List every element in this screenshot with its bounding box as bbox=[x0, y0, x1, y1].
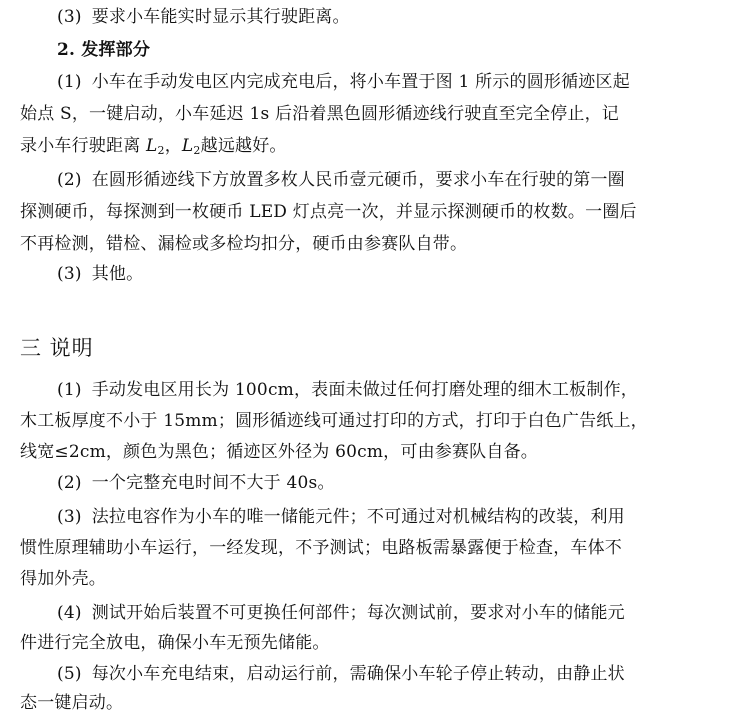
section-heading: 三 说明 bbox=[20, 336, 94, 360]
part2-item1-line3 bbox=[20, 136, 287, 156]
note4-line2: 件进行完全放电，确保小车无预先储能。 bbox=[20, 633, 330, 653]
item-text: 法拉电容作为小车的唯一储能元件；不可通过对机械结构的改装，利用 bbox=[91, 507, 625, 527]
item-text: 小车在手动发电区内完成充电后，将小车置于图 1 所示的圆形循迹区起 bbox=[91, 72, 630, 92]
note2 bbox=[57, 473, 335, 493]
item-text: 在圆形循迹线下方放置多枚人民币壹元硬币，要求小车在行驶的第一圈 bbox=[91, 170, 625, 190]
variable-L: L bbox=[181, 136, 194, 156]
item-number: (3) bbox=[57, 507, 82, 527]
note1-line1 bbox=[57, 380, 638, 400]
note5-line2: 态一键启动。 bbox=[20, 693, 124, 713]
item-text: 要求小车能实时显示其行驶距离。 bbox=[91, 7, 350, 27]
note1-line2: 木工板厚度不小于 15mm；圆形循迹线可通过打印的方式，打印于白色广告纸上， bbox=[20, 411, 648, 431]
item-number: (1) bbox=[57, 72, 82, 92]
part2-heading: 2. 发挥部分 bbox=[57, 40, 151, 60]
item-text: 一个完整充电时间不大于 40s。 bbox=[91, 473, 335, 493]
text-segment: ， bbox=[164, 136, 182, 156]
part2-item2-line1 bbox=[57, 170, 625, 190]
part2-item1-line2: 始点 S，一键启动，小车延迟 1s 后沿着黑色圆形循迹线行驶直至完全停止，记 bbox=[20, 104, 619, 124]
item-number: (4) bbox=[57, 603, 82, 623]
subscript: 2 bbox=[157, 144, 165, 157]
variable-L: L bbox=[146, 136, 158, 156]
part2-item1-line1 bbox=[57, 72, 630, 92]
item-text: 手动发电区用长为 100cm，表面未做过任何打磨处理的细木工板制作， bbox=[91, 380, 638, 400]
item-number: (2) bbox=[57, 170, 82, 190]
note1-line3: 线宽≤2cm，颜色为黑色；循迹区外径为 60cm，可由参赛队自备。 bbox=[20, 442, 538, 462]
text-segment: 越远越好。 bbox=[200, 136, 287, 156]
item-number: (3) bbox=[57, 264, 82, 284]
note5-line1 bbox=[57, 664, 625, 684]
item-number: (3) bbox=[57, 7, 82, 27]
note3-line3: 得加外壳。 bbox=[20, 569, 106, 589]
part2-item3 bbox=[57, 264, 143, 284]
part2-item2-line3: 不再检测，错检、漏检或多检均扣分，硬币由参赛队自带。 bbox=[20, 234, 468, 254]
item-text: 测试开始后装置不可更换任何部件；每次测试前，要求对小车的储能元 bbox=[91, 603, 625, 623]
note4-line1 bbox=[57, 603, 625, 623]
item-text: 每次小车充电结束，启动运行前，需确保小车轮子停止转动，由静止状 bbox=[91, 664, 625, 684]
note3-line1 bbox=[57, 507, 625, 527]
note3-line2: 惯性原理辅助小车运行，一经发现，不予测试；电路板需暴露便于检查，车体不 bbox=[20, 538, 622, 558]
item-number: (1) bbox=[57, 380, 82, 400]
part1-item3 bbox=[57, 7, 350, 27]
item-number: (2) bbox=[57, 473, 82, 493]
item-text: 其他。 bbox=[91, 264, 144, 284]
subscript: 2 bbox=[193, 144, 201, 157]
item-number: (5) bbox=[57, 664, 82, 684]
part2-item2-line2: 探测硬币，每探测到一枚硬币 LED 灯点亮一次，并显示探测硬币的枚数。一圈后 bbox=[20, 202, 637, 222]
text-segment: 录小车行驶距离 bbox=[20, 136, 147, 156]
